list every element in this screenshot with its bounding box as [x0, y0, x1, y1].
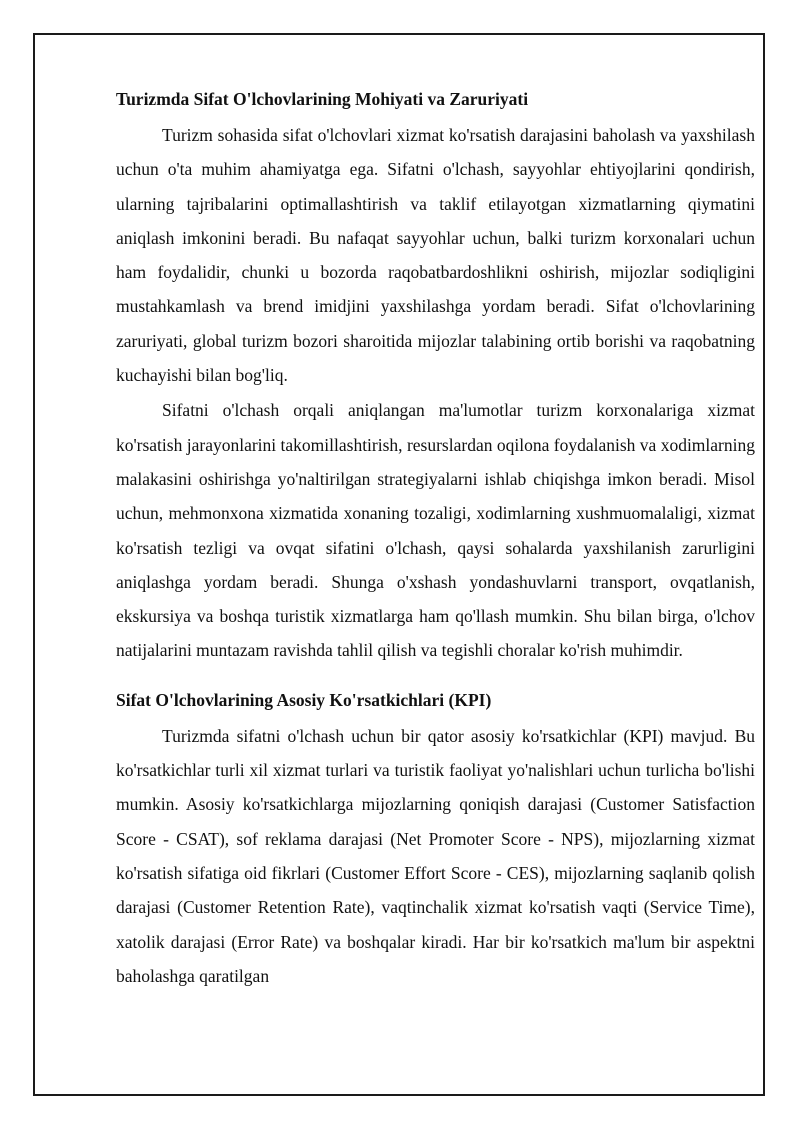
paragraph: Turizmda sifatni o'lchash uchun bir qator asosiy ko'rsatkichlar (KPI) mavjud. Bu ko'rsatkichlar turli xil xizmat turlari va turistik faoliyat yo'nalishlari uchun turlicha bo'lishi mumkin. Asosiy ko'rsatkichlarga mijozlarning qoniqish darajasi (Customer Satisfaction Score - CSAT), sof reklama darajasi (Net Promoter Score - NPS), mijozlarning xizmat ko'rsatish sifatiga oid fikrlari (Customer Effort Score - CES), mijozlarning saqlanib qolish darajasi (Customer Retention Rate), vaqtinchalik xizmat ko'rsatish vaqti (Service Time), xatolik darajasi (Error Rate) va boshqalar kiradi. Har bir ko'rsatkich ma'lum bir aspektni baholashga qaratilgan — [116, 725, 755, 986]
section-heading: Sifat O'lchovlarining Asosiy Ko'rsatkichlari (KPI) — [116, 689, 492, 710]
document-body — [116, 82, 755, 993]
paragraph: Turizm sohasida sifat o'lchovlari xizmat ko'rsatish darajasini baholash va yaxshilash uchun o'ta muhim ahamiyatga ega. Sifatni o'lchash, sayyohlar ehtiyojlarini qondirish, ularning tajribalarini optimallashtirish va taklif etilayotgan xizmatlarning qiymatini aniqlash imkonini beradi. Bu nafaqat sayyohlar uchun, balki turizm korxonalari uchun ham foydalidir, chunki u bozorda raqobatbardoshlikni oshirish, mijozlar sodiqligini mustahkamlash va brend imidjini yaxshilashga yordam beradi. Sifat o'lchovlarining zaruriyati, global turizm bozori sharoitida mijozlar talabining ortib borishi va raqobatning kuchayishi bilan bog'liq. — [116, 125, 755, 386]
paragraph: Sifatni o'lchash orqali aniqlangan ma'lumotlar turizm korxonalariga xizmat ko'rsatish jarayonlarini takomillashtirish, resurslardan oqilona foydalanish va xodimlarning malakasini oshirishga yo'naltirilgan strategiyalarni ishlab chiqishga imkon beradi. Misol uchun, mehmonxona xizmatida xonaning tozaligi, xodimlarning xushmuomalaligi, xizmat ko'rsatish tezligi va ovqat sifatini o'lchash, qaysi sohalarda yaxshilanish zarurligini aniqlashga yordam beradi. Shunga o'xshash yondashuvlarni transport, ovqatlanish, ekskursiya va boshqa turistik xizmatlarga ham qo'llash mumkin. Shu bilan birga, o'lchov natijalarini muntazam ravishda tahlil qilish va tegishli choralar ko'rish muhimdir. — [116, 400, 755, 661]
section-heading: Turizmda Sifat O'lchovlarining Mohiyati va Zaruriyati — [116, 89, 529, 109]
